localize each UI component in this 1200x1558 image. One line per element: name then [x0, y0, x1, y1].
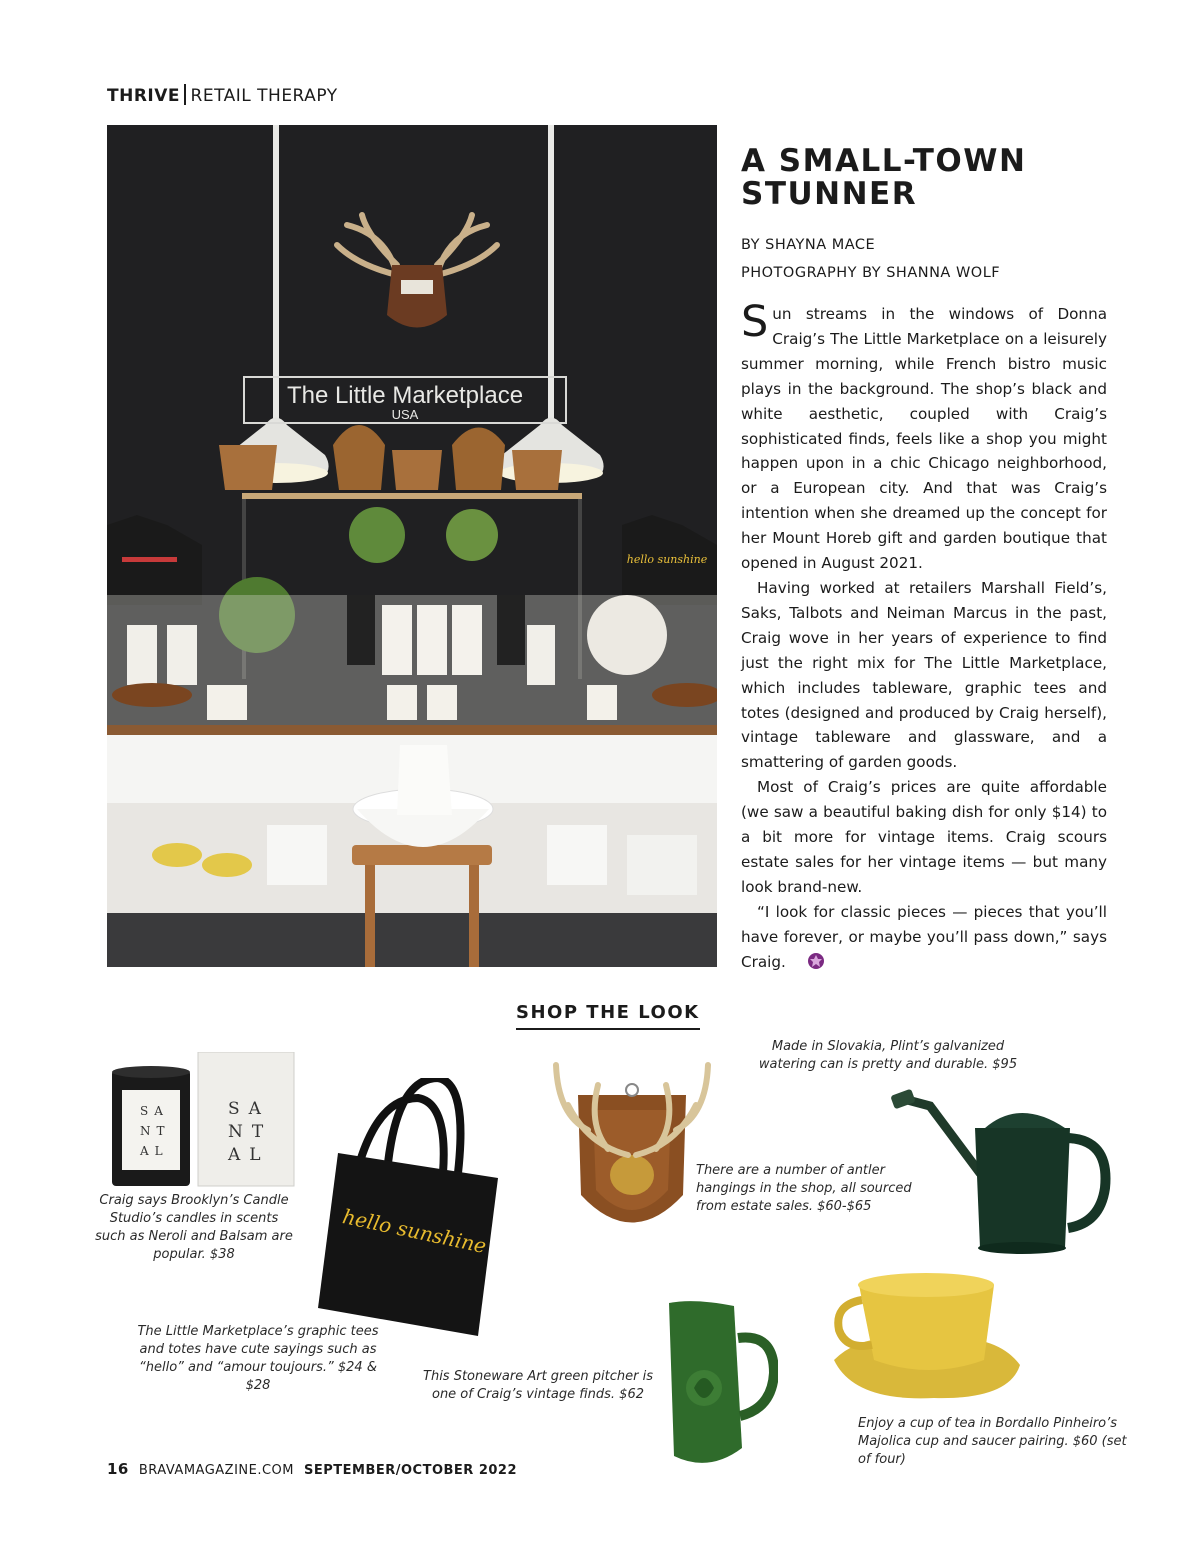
pitcher-product	[664, 1298, 778, 1470]
antler-mount-illustration	[548, 1045, 716, 1245]
drop-cap: S	[741, 297, 769, 347]
store-sign-name: The Little Marketplace	[286, 382, 524, 409]
shop-the-look-heading: SHOP THE LOOK	[516, 1002, 700, 1030]
shop-interior-illustration	[107, 125, 717, 967]
candle-illustration	[112, 1052, 298, 1188]
candle-label-jar-1: SA	[140, 1104, 169, 1118]
author-byline: BY SHAYNA MACE	[741, 237, 876, 253]
section-divider	[184, 84, 186, 105]
tote-product	[318, 1078, 504, 1336]
candle-caption: Craig says Brooklyn’s Candle Studio’s candles in scents such as Neroli and Balsam are popular. $38	[95, 1193, 293, 1262]
tote-print: hello sunshine	[340, 1204, 489, 1259]
article-body	[741, 297, 1107, 978]
title-line-1: A SMALL-TOWN	[741, 143, 1027, 179]
paragraph-3: Most of Craig’s prices are quite affordable (we saw a beautiful baking dish for only $14) to a bit more for vintage items. Craig scours estate sales for her vintage items — but many look brand-new.	[741, 778, 1107, 896]
candle-label-box-1: SA	[228, 1099, 270, 1119]
title-line-2: STUNNER	[741, 176, 918, 212]
paragraph-2: Having worked at retailers Marshall Field’s, Saks, Talbots and Neiman Marcus in the past, Craig wove in her years of experience to find just the right mix for The Little Marketplace, which includes tableware, graphic tees and totes (designed and produced by Craig herself), vintage tableware and glassware, and a smattering of garden goods.	[741, 578, 1107, 772]
candle-label-jar-2: NT	[140, 1124, 171, 1138]
pitcher-caption: This Stoneware Art green pitcher is one of Craig’s vintage finds. $62	[423, 1369, 653, 1402]
tote-bag-illustration	[318, 1078, 504, 1336]
watering-can-illustration	[890, 1088, 1112, 1256]
antler-caption: There are a number of antler hangings in the shop, all sourced from estate sales. $60-$65	[696, 1163, 912, 1214]
candle-label-jar-3: AL	[140, 1144, 169, 1158]
byline-block	[741, 231, 1000, 287]
hero-photo	[107, 125, 717, 967]
issue-date: SEPTEMBER/OCTOBER 2022	[304, 1463, 518, 1478]
paragraph-1	[741, 297, 1107, 576]
subsection-name: RETAIL THERAPY	[190, 86, 338, 106]
article-title	[741, 145, 1121, 211]
page-number: 16	[107, 1460, 129, 1478]
end-mark-icon	[790, 951, 826, 979]
candle-label-box-2: NT	[228, 1122, 273, 1142]
teacup-product	[834, 1270, 1020, 1406]
page-footer	[107, 1460, 517, 1478]
watering-can-product	[890, 1088, 1112, 1256]
majolica-teacup-illustration	[834, 1270, 1020, 1406]
watering-can-caption: Made in Slovakia, Plint’s galvanized watering can is pretty and durable. $95	[758, 1039, 1018, 1072]
store-sign-country: USA	[391, 407, 419, 422]
candle-product	[112, 1052, 298, 1188]
photo-credit: PHOTOGRAPHY BY SHANNA WOLF	[741, 265, 1001, 281]
green-pitcher-illustration	[664, 1298, 778, 1470]
tote-caption: The Little Marketplace’s graphic tees and totes have cute sayings such as “hello” and “amour toujours.” $24 & $28	[137, 1324, 379, 1393]
section-label	[107, 84, 338, 106]
antler-product	[548, 1045, 716, 1245]
candle-label-box-3: AL	[228, 1145, 270, 1165]
section-name: THRIVE	[107, 86, 181, 106]
teacup-caption: Enjoy a cup of tea in Bordallo Pinheiro’s Majolica cup and saucer pairing. $60 (set of four)	[858, 1416, 1127, 1467]
site-url: BRAVAMAGAZINE.COM	[138, 1463, 294, 1478]
paragraph-1-text: un streams in the windows of Donna Craig’s The Little Marketplace on a leisurely summer morning, while French bistro music plays in the background. The shop’s black and white aesthetic, coupled with Craig’s sophisticated finds, feels like a shop you might happen upon in a chic Chicago neighborhood, or a European city. And that was Craig’s intention when she dreamed up the concept for her Mount Horeb gift and garden boutique that opened in August 2021.	[741, 305, 1107, 573]
tee-print: hello sunshine	[626, 553, 708, 566]
paragraph-4	[741, 900, 1107, 979]
counter-display	[107, 595, 717, 725]
paragraph-4-text: “I look for classic pieces — pieces that you’ll have forever, or maybe you’ll pass down,” says Craig.	[741, 902, 1107, 971]
